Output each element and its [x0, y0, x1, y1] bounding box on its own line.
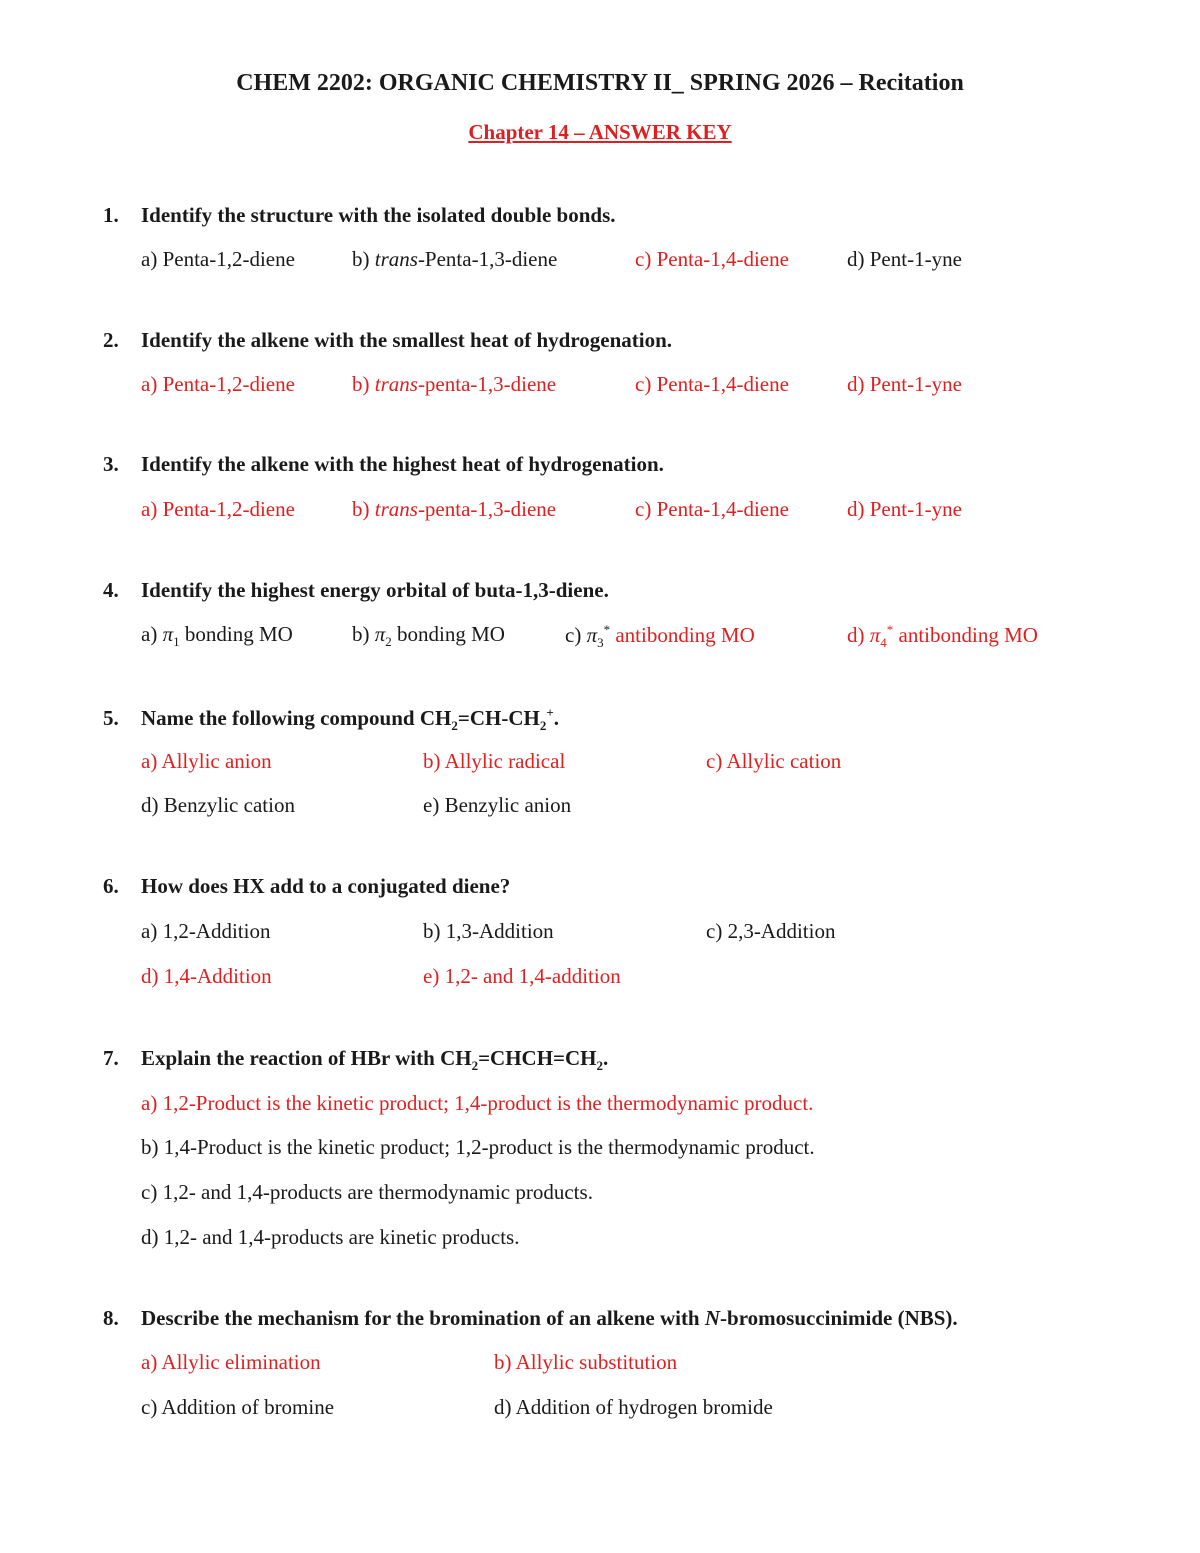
page-subtitle: Chapter 14 – ANSWER KEY [468, 120, 732, 144]
option-8a: a) Allylic elimination [141, 1350, 321, 1374]
question-6 [103, 874, 1173, 899]
question-text: Identify the highest energy orbital of buta-1,3-diene. [141, 578, 609, 602]
option-7c: c) 1,2- and 1,4-products are thermodynamic products. [141, 1180, 593, 1204]
option-7d: d) 1,2- and 1,4-products are kinetic products. [141, 1225, 520, 1249]
option-8d: d) Addition of hydrogen bromide [494, 1395, 773, 1419]
question-7 [103, 1046, 1173, 1074]
option-4c: c) $\pi_3^*$ antibonding MO [565, 622, 755, 651]
question-number: 1. [103, 203, 119, 227]
option-5c: c) Allylic cation [706, 749, 842, 773]
question-number: 8. [103, 1306, 119, 1330]
question-text: Identify the structure with the isolated double bonds. [141, 203, 616, 227]
question-number: 4. [103, 578, 119, 602]
question-1 [103, 203, 1173, 228]
option-2b: b) trans-penta-1,3-diene [352, 372, 557, 396]
question-text: Identify the alkene with the smallest heat of hydrogenation. [141, 328, 673, 352]
option-8b: b) Allylic substitution [494, 1350, 678, 1374]
question-number: 3. [103, 452, 119, 476]
question-number: 5. [103, 706, 119, 730]
option-1b: b) trans-Penta-1,3-diene [352, 247, 558, 271]
option-7b: b) 1,4-Product is the kinetic product; 1,2-product is the thermodynamic product. [141, 1135, 815, 1159]
option-6d: d) 1,4-Addition [141, 964, 272, 988]
question-text: How does HX add to a conjugated diene? [141, 874, 511, 898]
option-7a: a) 1,2-Product is the kinetic product; 1,4-product is the thermodynamic product. [141, 1091, 814, 1115]
question-text: Explain the reaction of HBr with $CH_2=CHCH=CH_2$. [141, 1046, 609, 1074]
option-1a: a) Penta-1,2-diene [141, 247, 295, 271]
question-5 [103, 705, 1173, 734]
option-2c: c) Penta-1,4-diene [635, 372, 789, 396]
option-6c: c) 2,3-Addition [706, 919, 836, 943]
option-6e: e) 1,2- and 1,4-addition [423, 964, 621, 988]
option-3b: b) trans-penta-1,3-diene [352, 497, 557, 521]
question-number: 7. [103, 1046, 119, 1070]
question-number: 6. [103, 874, 119, 898]
question-8 [103, 1306, 1173, 1331]
option-6b: b) 1,3-Addition [423, 919, 554, 943]
question-3 [103, 452, 1173, 477]
option-4b: b) $\pi_2$ bonding MO [352, 622, 505, 650]
option-5a: a) Allylic anion [141, 749, 272, 773]
option-1d: d) Pent-1-yne [847, 247, 962, 271]
option-3c: c) Penta-1,4-diene [635, 497, 789, 521]
question-text: Name the following compound $CH_2=CH-CH_2^+$. [141, 705, 559, 734]
option-2a: a) Penta-1,2-diene [141, 372, 295, 396]
option-3d: d) Pent-1-yne [847, 497, 962, 521]
option-8c: c) Addition of bromine [141, 1395, 335, 1419]
question-number: 2. [103, 328, 119, 352]
question-4 [103, 578, 1173, 603]
page-title: CHEM 2202: ORGANIC CHEMISTRY II_ SPRING 2026 – Recitation [236, 70, 964, 96]
option-5e: e) Benzylic anion [423, 793, 572, 817]
option-4a: a) $\pi_1$ bonding MO [141, 622, 293, 650]
question-2 [103, 328, 1173, 353]
option-4d: d) $\pi_4^*$ antibonding MO [847, 622, 1038, 651]
option-5d: d) Benzylic cation [141, 793, 295, 817]
option-6a: a) 1,2-Addition [141, 919, 271, 943]
option-5b: b) Allylic radical [423, 749, 566, 773]
question-text: Identify the alkene with the highest heat of hydrogenation. [141, 452, 664, 476]
option-2d: d) Pent-1-yne [847, 372, 962, 396]
option-1c: c) Penta-1,4-diene [635, 247, 789, 271]
question-text: Describe the mechanism for the bromination of an alkene with N-bromosuccinimide (NBS). [141, 1306, 958, 1330]
option-3a: a) Penta-1,2-diene [141, 497, 295, 521]
